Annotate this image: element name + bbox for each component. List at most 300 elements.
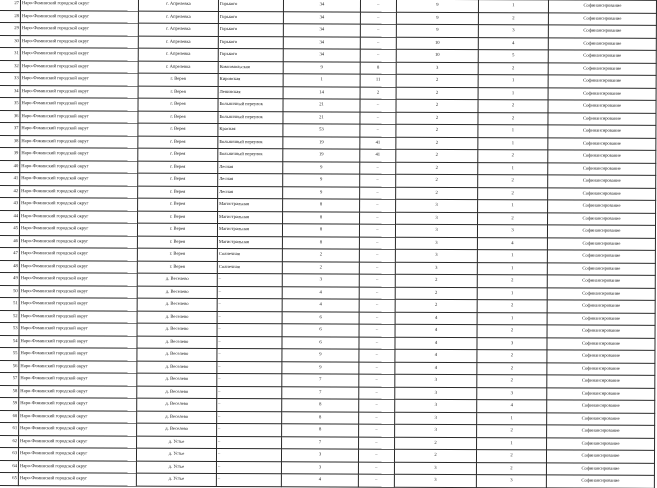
building-number-cell: – [360, 0, 396, 12]
apartment-number-cell: 2 [396, 124, 478, 137]
district-cell: Наро-Фоминский городской округ [20, 160, 138, 173]
locality-cell: д. Веселево [137, 348, 217, 361]
rooms-count-cell: 2 [478, 150, 548, 163]
locality-cell: г. Апрелевка [138, 48, 218, 61]
locality-cell: д. Веселево [137, 423, 217, 436]
row-number-cell: 47 [0, 247, 19, 260]
apartment-number-cell: 3 [396, 62, 478, 75]
district-cell: Наро-Фоминский городской округ [20, 48, 138, 61]
building-number-cell: – [359, 274, 395, 287]
building-number-cell: – [359, 374, 395, 387]
financing-program-cell: Софинансирование [547, 312, 655, 325]
apartment-number-cell: 2 [394, 449, 476, 462]
row-number-cell: 29 [0, 23, 20, 36]
apartment-number-cell: 4 [395, 312, 477, 325]
row-number-cell: 60 [0, 410, 19, 423]
district-cell: Наро-Фоминский городской округ [20, 98, 138, 111]
building-number-cell: – [359, 424, 395, 437]
street-cell: – [217, 298, 282, 311]
row-number-cell: 64 [0, 460, 18, 473]
rooms-count-cell: 2 [477, 375, 547, 388]
financing-program-cell: Софинансирование [548, 87, 656, 100]
house-number-cell: 9 [283, 174, 360, 187]
building-number-cell: – [359, 287, 395, 300]
row-number-cell: 62 [0, 435, 19, 448]
street-cell: – [217, 423, 282, 436]
rooms-count-cell: 2 [478, 112, 548, 125]
street-cell: – [217, 323, 282, 336]
row-number-cell: 34 [0, 85, 20, 98]
rooms-count-cell: 2 [476, 450, 546, 463]
table-row [0, 472, 654, 487]
district-cell: Наро-Фоминский городской округ [20, 73, 138, 86]
locality-cell: д. Веселево [137, 286, 217, 299]
building-number-cell: – [359, 437, 395, 450]
house-number-cell: 8 [282, 399, 359, 412]
row-number-cell: 50 [0, 285, 19, 298]
house-number-cell: 2 [282, 261, 359, 274]
house-number-cell: 53 [283, 124, 360, 137]
building-number-cell: – [358, 449, 394, 462]
rooms-count-cell: 2 [478, 187, 548, 200]
rooms-count-cell: 1 [478, 200, 548, 213]
street-cell: Лесная [218, 161, 283, 174]
building-number-cell: – [360, 99, 396, 112]
apartment-number-cell: 3 [395, 399, 477, 412]
financing-program-cell: Софинансирование [546, 475, 654, 488]
apartment-number-cell: 4 [395, 349, 477, 362]
apartment-number-cell: 3 [396, 212, 478, 225]
district-cell: Наро-Фоминский городской округ [20, 0, 138, 11]
row-number-cell: 59 [0, 397, 19, 410]
apartment-number-cell: 9 [396, 0, 478, 12]
financing-program-cell: Софинансирование [547, 350, 655, 363]
street-cell: – [217, 273, 282, 286]
building-number-cell: – [359, 349, 395, 362]
rooms-count-cell: 1 [478, 0, 548, 12]
financing-program-cell: Софинансирование [548, 50, 656, 63]
locality-cell: д. Веселево [137, 323, 217, 336]
building-number-cell: – [359, 237, 395, 250]
rooms-count-cell: 5 [478, 50, 548, 63]
district-cell: Наро-Фоминский городской округ [20, 198, 138, 211]
house-number-cell: 7 [282, 374, 359, 387]
building-number-cell: – [358, 474, 394, 487]
locality-cell: г. Апрелевка [138, 11, 218, 24]
financing-program-cell: Софинансирование [548, 175, 656, 188]
rooms-count-cell: 3 [477, 225, 547, 238]
financing-program-cell: Софинансирование [547, 400, 655, 413]
street-cell: Солнечная [217, 261, 282, 274]
rooms-count-cell: 4 [477, 400, 547, 413]
financing-program-cell: Софинансирование [547, 300, 655, 313]
house-number-cell: 9 [282, 349, 359, 362]
financing-program-cell: Софинансирование [548, 212, 656, 225]
row-number-cell: 33 [0, 73, 20, 86]
street-cell: Горького [218, 48, 283, 61]
locality-cell: г. Верея [138, 148, 218, 161]
financing-program-cell: Софинансирование [547, 325, 655, 338]
district-cell: Наро-Фоминский городской округ [19, 235, 137, 248]
financing-program-cell: Софинансирование [548, 12, 656, 25]
street-cell: Ленинская [218, 86, 283, 99]
row-number-cell: 44 [0, 210, 20, 223]
apartment-number-cell: 2 [396, 87, 478, 100]
district-cell: Наро-Фоминский городской округ [20, 148, 138, 161]
locality-cell: г. Верея [138, 186, 218, 199]
building-number-cell: – [358, 462, 394, 475]
house-number-cell: 7 [282, 436, 359, 449]
rooms-count-cell: 2 [478, 100, 548, 113]
locality-cell: г. Верея [138, 198, 218, 211]
row-number-cell: 45 [0, 223, 20, 236]
building-number-cell: – [359, 412, 395, 425]
rooms-count-cell: 2 [478, 62, 548, 75]
row-number-cell: 55 [0, 347, 19, 360]
financing-program-cell: Софинансирование [548, 137, 656, 150]
street-cell: Кировская [218, 73, 283, 86]
financing-program-cell: Софинансирование [548, 200, 656, 213]
building-number-cell: – [360, 187, 396, 200]
row-number-cell: 40 [0, 160, 20, 173]
apartment-number-cell: 2 [396, 99, 478, 112]
row-number-cell: 37 [0, 123, 20, 136]
financing-program-cell: Софинансирование [548, 37, 656, 50]
row-number-cell: 43 [0, 198, 20, 211]
building-number-cell: – [360, 24, 396, 37]
building-number-cell: – [359, 312, 395, 325]
building-number-cell: – [359, 299, 395, 312]
apartment-number-cell: 2 [395, 299, 477, 312]
financing-program-cell: Софинансирование [547, 275, 655, 288]
apartment-number-cell: 2 [395, 437, 477, 450]
locality-cell: г. Верея [138, 136, 218, 149]
rooms-count-cell: 1 [477, 250, 547, 263]
house-number-cell: 14 [283, 86, 360, 99]
street-cell: Лесная [218, 173, 283, 186]
rooms-count-cell: 3 [477, 337, 547, 350]
financing-program-cell: Софинансирование [548, 62, 656, 75]
financing-program-cell: Софинансирование [548, 187, 656, 200]
financing-program-cell: Софинансирование [548, 75, 656, 88]
apartment-number-cell: 3 [394, 474, 476, 487]
locality-cell: д. Веселево [137, 398, 217, 411]
street-cell: – [216, 461, 281, 474]
rooms-count-cell: 2 [477, 325, 547, 338]
house-number-cell: 9 [283, 161, 360, 174]
house-number-cell: 8 [282, 236, 359, 249]
apartment-number-cell: 2 [395, 274, 477, 287]
district-cell: Наро-Фоминский городской округ [19, 223, 137, 236]
locality-cell: г. Верея [137, 261, 217, 274]
financing-program-cell: Софинансирование [548, 162, 656, 175]
apartment-number-cell: 3 [395, 224, 477, 237]
row-number-cell: 51 [0, 297, 19, 310]
district-cell: Наро-Фоминский городской округ [20, 10, 138, 23]
rooms-count-cell: 3 [476, 475, 546, 488]
apartment-number-cell: 4 [395, 324, 477, 337]
apartment-number-cell: 2 [396, 137, 478, 150]
house-number-cell: 8 [283, 211, 360, 224]
locality-cell: г. Апрелевка [138, 23, 218, 36]
district-cell: Наро-Фоминский городской округ [19, 310, 137, 323]
financing-program-cell: Софинансирование [548, 150, 656, 163]
house-number-cell: 19 [283, 136, 360, 149]
rooms-count-cell: 2 [476, 462, 546, 475]
building-number-cell: – [360, 12, 396, 25]
locality-cell: д. Устье [137, 436, 217, 449]
district-cell: Наро-Фоминский городской округ [20, 173, 138, 186]
financing-program-cell: Софинансирование [547, 287, 655, 300]
building-number-cell: – [360, 162, 396, 175]
house-number-cell: 19 [283, 149, 360, 162]
street-cell: Больничный переулок [218, 111, 283, 124]
district-cell: Наро-Фоминский городской округ [19, 410, 137, 423]
district-cell: Наро-Фоминский городской округ [19, 335, 137, 348]
street-cell: – [216, 448, 281, 461]
street-cell: Больничный переулок [218, 98, 283, 111]
house-number-cell: 34 [283, 0, 360, 12]
apartment-number-cell: 3 [395, 412, 477, 425]
row-number-cell: 41 [0, 173, 20, 186]
district-cell: Наро-Фоминский городской округ [20, 210, 138, 223]
rooms-count-cell: 1 [478, 137, 548, 150]
row-number-cell: 42 [0, 185, 20, 198]
house-number-cell: 4 [282, 299, 359, 312]
street-cell: Комсомольская [218, 61, 283, 74]
street-cell: Магистральная [218, 211, 283, 224]
apartment-number-cell: 9 [396, 24, 478, 37]
street-cell: – [217, 386, 282, 399]
street-cell: – [217, 336, 282, 349]
row-number-cell: 57 [0, 372, 19, 385]
rooms-count-cell: 1 [478, 75, 548, 88]
district-cell: Наро-Фоминский городской округ [18, 460, 136, 473]
street-cell: Больничный переулок [218, 148, 283, 161]
district-cell: Наро-Фоминский городской округ [19, 260, 137, 273]
locality-cell: г. Верея [138, 161, 218, 174]
locality-cell: д. Веселево [137, 373, 217, 386]
locality-cell: д. Веселево [137, 386, 217, 399]
apartment-number-cell: 2 [396, 162, 478, 175]
apartment-number-cell: 2 [396, 74, 478, 87]
building-number-cell: – [359, 362, 395, 375]
row-number-cell: 35 [0, 98, 20, 111]
locality-cell: г. Апрелевка [138, 61, 218, 74]
house-number-cell: 34 [283, 24, 360, 37]
district-cell: Наро-Фоминский городской округ [19, 323, 137, 336]
house-number-cell: 34 [283, 49, 360, 62]
building-number-cell: – [359, 324, 395, 337]
apartment-number-cell: 3 [395, 237, 477, 250]
district-cell: Наро-Фоминский городской округ [19, 285, 137, 298]
rooms-count-cell: 3 [477, 387, 547, 400]
financing-program-cell: Софинансирование [547, 237, 655, 250]
row-number-cell: 53 [0, 322, 19, 335]
house-number-cell: 7 [282, 386, 359, 399]
building-number-cell: 11 [360, 74, 396, 87]
building-number-cell: – [360, 37, 396, 50]
locality-cell: г. Верея [137, 223, 217, 236]
building-number-cell: – [359, 387, 395, 400]
locality-cell: г. Апрелевка [138, 0, 218, 11]
apartment-number-cell: 2 [396, 149, 478, 162]
financing-program-cell: Софинансирование [547, 412, 655, 425]
district-cell: Наро-Фоминский городской округ [19, 423, 137, 436]
apartment-number-cell: 2 [396, 174, 478, 187]
rooms-count-cell: 2 [477, 275, 547, 288]
locality-cell: г. Апрелевка [138, 36, 218, 49]
locality-cell: д. Устье [136, 461, 216, 474]
building-number-cell: – [359, 249, 395, 262]
row-number-cell: 31 [0, 48, 20, 61]
locality-cell: д. Веселево [137, 411, 217, 424]
district-cell: Наро-Фоминский городской округ [19, 373, 137, 386]
rooms-count-cell: 2 [478, 212, 548, 225]
street-cell: Магистральная [217, 223, 282, 236]
street-cell: Лесная [218, 186, 283, 199]
rooms-count-cell: 3 [478, 25, 548, 38]
building-number-cell: – [360, 49, 396, 62]
street-cell: Больничный переулок [218, 136, 283, 149]
district-cell: Наро-Фоминский городской округ [19, 360, 137, 373]
rooms-count-cell: 1 [478, 162, 548, 175]
row-number-cell: 52 [0, 310, 19, 323]
locality-cell: г. Верея [138, 111, 218, 124]
street-cell: Горького [218, 23, 283, 36]
rooms-count-cell: 1 [478, 87, 548, 100]
financing-program-cell: Софинансирование [548, 125, 656, 138]
street-cell: Магистральная [217, 236, 282, 249]
row-number-cell: 39 [0, 148, 20, 161]
apartment-number-cell: 3 [395, 424, 477, 437]
house-number-cell: 9 [283, 61, 360, 74]
row-number-cell: 38 [0, 135, 20, 148]
apartment-number-cell: 10 [396, 49, 478, 62]
locality-cell: г. Верея [138, 123, 218, 136]
locality-cell: г. Верея [138, 86, 218, 99]
district-cell: Наро-Фоминский городской округ [20, 23, 138, 36]
street-cell: Красная [218, 123, 283, 136]
row-number-cell: 36 [0, 110, 20, 123]
street-cell: – [217, 436, 282, 449]
building-number-cell: 41 [360, 137, 396, 150]
street-cell: Горького [218, 36, 283, 49]
row-number-cell: 65 [0, 472, 18, 485]
district-cell: Наро-Фоминский городской округ [20, 135, 138, 148]
house-number-cell: 8 [282, 411, 359, 424]
district-cell: Наро-Фоминский городской округ [20, 185, 138, 198]
house-number-cell: 34 [283, 11, 360, 24]
row-number-cell: 56 [0, 360, 19, 373]
building-number-cell: – [360, 199, 396, 212]
rooms-count-cell: 1 [478, 125, 548, 138]
row-number-cell: 58 [0, 385, 19, 398]
rooms-count-cell: 2 [477, 300, 547, 313]
financing-program-cell: Софинансирование [546, 450, 654, 463]
street-cell: Магистральная [218, 198, 283, 211]
financing-program-cell: Софинансирование [546, 462, 654, 475]
locality-cell: г. Верея [138, 211, 218, 224]
locality-cell: д. Веселево [137, 298, 217, 311]
apartment-number-cell: 3 [395, 249, 477, 262]
locality-cell: г. Верея [138, 73, 218, 86]
apartment-number-cell: 2 [395, 287, 477, 300]
financing-program-cell: Софинансирование [547, 387, 655, 400]
building-number-cell: – [360, 174, 396, 187]
locality-cell: д. Веселево [137, 311, 217, 324]
district-cell: Наро-Фоминский городской округ [20, 123, 138, 136]
street-cell: – [216, 473, 281, 486]
street-cell: – [217, 411, 282, 424]
street-cell: – [217, 348, 282, 361]
district-cell: Наро-Фоминский городской округ [20, 60, 138, 73]
locality-cell: г. Верея [138, 98, 218, 111]
building-number-cell: 41 [360, 149, 396, 162]
row-number-cell: 27 [0, 0, 20, 10]
locality-cell: д. Устье [136, 448, 216, 461]
locality-cell: г. Верея [138, 173, 218, 186]
apartment-number-cell: 3 [395, 262, 477, 275]
row-number-cell: 30 [0, 35, 20, 48]
rooms-count-cell: 1 [477, 412, 547, 425]
apartment-number-cell: 9 [396, 12, 478, 25]
house-number-cell: 9 [282, 361, 359, 374]
apartment-number-cell: 4 [395, 337, 477, 350]
apartment-number-cell: 4 [395, 362, 477, 375]
rooms-count-cell: 1 [477, 312, 547, 325]
financing-program-cell: Софинансирование [547, 262, 655, 275]
district-cell: Наро-Фоминский городской округ [18, 448, 136, 461]
district-cell: Наро-Фоминский городской округ [19, 273, 137, 286]
building-number-cell: 8 [360, 62, 396, 75]
street-cell: – [217, 361, 282, 374]
house-number-cell: 6 [282, 311, 359, 324]
street-cell: – [217, 398, 282, 411]
house-number-cell: 8 [282, 224, 359, 237]
locality-cell: д. Веселево [137, 273, 217, 286]
apartment-number-cell: 2 [396, 112, 478, 125]
street-cell: – [217, 373, 282, 386]
district-cell: Наро-Фоминский городской округ [20, 110, 138, 123]
district-cell: Наро-Фоминский городской округ [20, 35, 138, 48]
district-cell: Наро-Фоминский городской округ [19, 248, 137, 261]
house-number-cell: 3 [281, 449, 358, 462]
rooms-count-cell: 2 [477, 425, 547, 438]
apartment-number-cell: 3 [394, 462, 476, 475]
street-cell: Горького [218, 11, 283, 24]
financing-program-cell: Софинансирование [547, 225, 655, 238]
district-cell: Наро-Фоминский городской округ [19, 398, 137, 411]
rooms-count-cell: 2 [477, 350, 547, 363]
building-number-cell: 2 [360, 87, 396, 100]
house-number-cell: 3 [281, 461, 358, 474]
financing-program-cell: Софинансирование [548, 0, 656, 13]
locality-cell: д. Веселево [137, 336, 217, 349]
house-number-cell: 6 [282, 324, 359, 337]
row-number-cell: 49 [0, 272, 19, 285]
locality-cell: д. Устье [136, 473, 216, 486]
house-number-cell: 8 [282, 424, 359, 437]
rooms-count-cell: 4 [478, 37, 548, 50]
rooms-count-cell: 4 [477, 237, 547, 250]
house-number-cell: 3 [282, 274, 359, 287]
financing-program-cell: Софинансирование [548, 112, 656, 125]
district-cell: Наро-Фоминский городской округ [19, 435, 137, 448]
locality-cell: г. Верея [137, 236, 217, 249]
rooms-count-cell: 2 [477, 362, 547, 375]
rooms-count-cell: 2 [478, 12, 548, 25]
